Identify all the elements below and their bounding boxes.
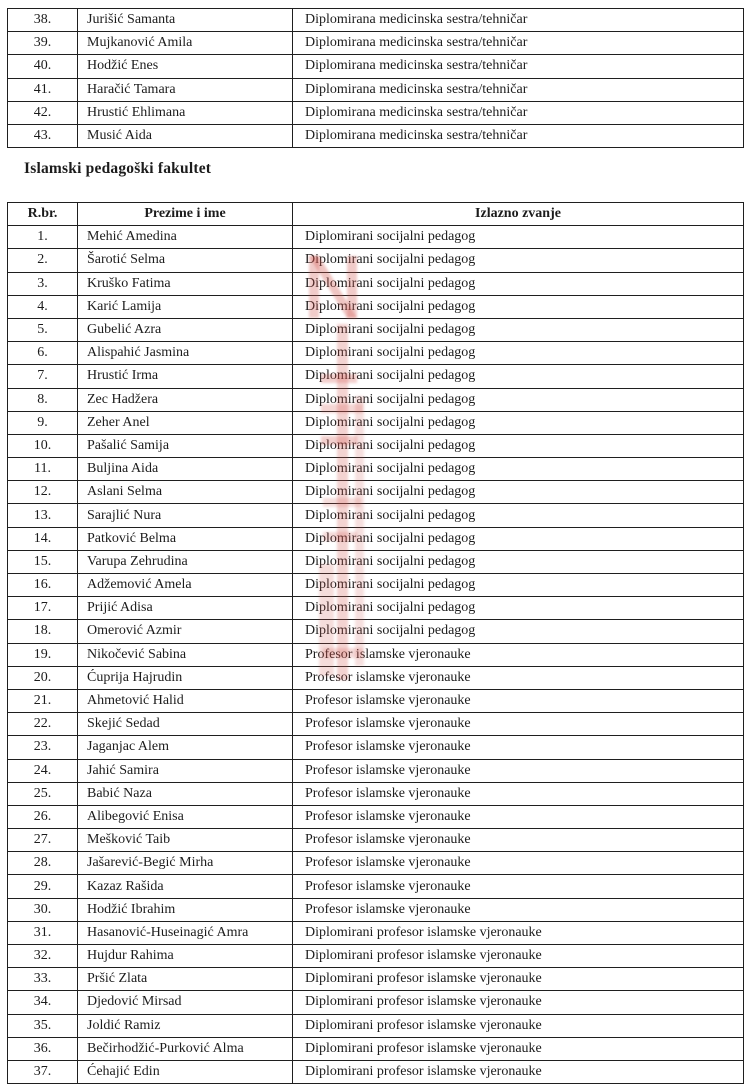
cell-number: 33. [8,968,78,991]
cell-number: 8. [8,388,78,411]
cell-title: Diplomirani profesor islamske vjeronauke [293,1060,744,1083]
cell-number: 2. [8,249,78,272]
table-row [8,342,744,365]
cell-name: Buljina Aida [78,458,293,481]
cell-number: 42. [8,101,78,124]
table-row [8,78,744,101]
cell-number: 12. [8,481,78,504]
cell-name: Jurišić Samanta [78,9,293,32]
cell-number: 40. [8,55,78,78]
cell-name: Mehić Amedina [78,226,293,249]
table-row [8,527,744,550]
cell-number: 22. [8,713,78,736]
cell-number: 28. [8,852,78,875]
previous-section-table-body [8,9,744,148]
cell-name: Alibegović Enisa [78,805,293,828]
cell-number: 39. [8,32,78,55]
table-row [8,875,744,898]
cell-name: Joldić Ramiz [78,1014,293,1037]
section-heading: Islamski pedagoški fakultet [24,160,212,177]
table-row [8,411,744,434]
table-row [8,458,744,481]
table-row [8,318,744,341]
cell-number: 38. [8,9,78,32]
cell-title: Diplomirani socijalni pedagog [293,295,744,318]
table-row [8,101,744,124]
cell-number: 10. [8,434,78,457]
cell-title: Diplomirani socijalni pedagog [293,550,744,573]
cell-name: Alispahić Jasmina [78,342,293,365]
table-row [8,620,744,643]
cell-name: Bečirhodžić-Purković Alma [78,1037,293,1060]
table-row [8,782,744,805]
cell-name: Ćuprija Hajrudin [78,666,293,689]
cell-title: Diplomirana medicinska sestra/tehničar [293,55,744,78]
cell-name: Omerović Azmir [78,620,293,643]
cell-name: Adžemović Amela [78,574,293,597]
cell-title: Diplomirani socijalni pedagog [293,342,744,365]
table-row [8,504,744,527]
cell-number: 3. [8,272,78,295]
cell-name: Ćehajić Edin [78,1060,293,1083]
cell-number: 43. [8,124,78,147]
cell-name: Zec Hadžera [78,388,293,411]
cell-name: Mujkanović Amila [78,32,293,55]
cell-number: 37. [8,1060,78,1083]
cell-name: Babić Naza [78,782,293,805]
table-row [8,898,744,921]
cell-title: Diplomirana medicinska sestra/tehničar [293,78,744,101]
cell-number: 11. [8,458,78,481]
table-row [8,295,744,318]
cell-name: Hodžić Ibrahim [78,898,293,921]
cell-title: Diplomirani socijalni pedagog [293,365,744,388]
cell-name: Varupa Zehrudina [78,550,293,573]
previous-section-table [7,8,744,148]
cell-name: Djedović Mirsad [78,991,293,1014]
cell-title: Profesor islamske vjeronauke [293,643,744,666]
graduates-table-body [8,226,744,1084]
table-row [8,921,744,944]
table-row [8,736,744,759]
graduates-table [7,202,744,1084]
col-header-title: Izlazno zvanje [293,203,744,226]
cell-title: Diplomirani profesor islamske vjeronauke [293,945,744,968]
cell-name: Gubelić Azra [78,318,293,341]
table-row [8,1060,744,1083]
table-row [8,991,744,1014]
cell-title: Diplomirani socijalni pedagog [293,620,744,643]
cell-number: 6. [8,342,78,365]
cell-title: Profesor islamske vjeronauke [293,736,744,759]
cell-title: Profesor islamske vjeronauke [293,782,744,805]
cell-name: Jaganjac Alem [78,736,293,759]
cell-name: Kazaz Rašida [78,875,293,898]
cell-name: Karić Lamija [78,295,293,318]
cell-title: Diplomirana medicinska sestra/tehničar [293,9,744,32]
table-row [8,1037,744,1060]
table-row [8,713,744,736]
cell-number: 16. [8,574,78,597]
cell-number: 36. [8,1037,78,1060]
cell-number: 1. [8,226,78,249]
table-row [8,759,744,782]
cell-title: Diplomirani socijalni pedagog [293,226,744,249]
col-header-rbr: R.br. [8,203,78,226]
cell-number: 25. [8,782,78,805]
cell-title: Diplomirani socijalni pedagog [293,318,744,341]
table-row [8,365,744,388]
cell-number: 5. [8,318,78,341]
cell-name: Šarotić Selma [78,249,293,272]
cell-title: Diplomirani socijalni pedagog [293,249,744,272]
cell-number: 26. [8,805,78,828]
table-row [8,249,744,272]
cell-name: Hodžić Enes [78,55,293,78]
table-row [8,481,744,504]
table-row [8,9,744,32]
cell-number: 4. [8,295,78,318]
table-row [8,272,744,295]
cell-name: Kruško Fatima [78,272,293,295]
cell-number: 30. [8,898,78,921]
cell-title: Profesor islamske vjeronauke [293,689,744,712]
cell-title: Diplomirani socijalni pedagog [293,527,744,550]
col-header-name: Prezime i ime [78,203,293,226]
table-row [8,226,744,249]
cell-title: Diplomirani profesor islamske vjeronauke [293,991,744,1014]
cell-name: Jašarević-Begić Mirha [78,852,293,875]
table-row [8,829,744,852]
table-row [8,945,744,968]
cell-title: Diplomirani socijalni pedagog [293,481,744,504]
cell-name: Sarajlić Nura [78,504,293,527]
table-row [8,968,744,991]
cell-title: Diplomirani socijalni pedagog [293,434,744,457]
cell-name: Patković Belma [78,527,293,550]
cell-name: Aslani Selma [78,481,293,504]
cell-title: Profesor islamske vjeronauke [293,713,744,736]
cell-number: 35. [8,1014,78,1037]
cell-number: 31. [8,921,78,944]
cell-title: Diplomirani profesor islamske vjeronauke [293,921,744,944]
cell-number: 24. [8,759,78,782]
cell-title: Diplomirani socijalni pedagog [293,458,744,481]
cell-title: Profesor islamske vjeronauke [293,852,744,875]
table-row [8,666,744,689]
table-row [8,643,744,666]
cell-name: Pašalić Samija [78,434,293,457]
cell-number: 21. [8,689,78,712]
table-row [8,574,744,597]
cell-title: Diplomirana medicinska sestra/tehničar [293,124,744,147]
cell-number: 13. [8,504,78,527]
table-row [8,434,744,457]
cell-number: 9. [8,411,78,434]
cell-number: 34. [8,991,78,1014]
cell-name: Mešković Taib [78,829,293,852]
cell-title: Profesor islamske vjeronauke [293,829,744,852]
table-row [8,55,744,78]
cell-name: Haračić Tamara [78,78,293,101]
cell-title: Profesor islamske vjeronauke [293,898,744,921]
table-row [8,388,744,411]
cell-title: Diplomirani socijalni pedagog [293,388,744,411]
cell-number: 29. [8,875,78,898]
cell-title: Diplomirana medicinska sestra/tehničar [293,101,744,124]
cell-number: 41. [8,78,78,101]
cell-title: Diplomirana medicinska sestra/tehničar [293,32,744,55]
cell-number: 18. [8,620,78,643]
table-row [8,550,744,573]
cell-number: 15. [8,550,78,573]
cell-number: 19. [8,643,78,666]
cell-number: 23. [8,736,78,759]
table-row [8,1014,744,1037]
cell-name: Zeher Anel [78,411,293,434]
cell-title: Diplomirani socijalni pedagog [293,411,744,434]
table-row [8,597,744,620]
cell-name: Hasanović-Huseinagić Amra [78,921,293,944]
table-header-row [8,203,744,226]
cell-title: Profesor islamske vjeronauke [293,805,744,828]
cell-name: Musić Aida [78,124,293,147]
cell-title: Diplomirani socijalni pedagog [293,272,744,295]
cell-title: Diplomirani profesor islamske vjeronauke [293,968,744,991]
cell-number: 27. [8,829,78,852]
cell-title: Diplomirani profesor islamske vjeronauke [293,1037,744,1060]
cell-title: Profesor islamske vjeronauke [293,666,744,689]
cell-title: Profesor islamske vjeronauke [293,759,744,782]
cell-name: Hrustić Ehlimana [78,101,293,124]
cell-name: Nikočević Sabina [78,643,293,666]
cell-title: Diplomirani profesor islamske vjeronauke [293,1014,744,1037]
table-row [8,852,744,875]
cell-name: Skejić Sedad [78,713,293,736]
cell-title: Diplomirani socijalni pedagog [293,574,744,597]
cell-name: Hujdur Rahima [78,945,293,968]
cell-number: 32. [8,945,78,968]
cell-number: 17. [8,597,78,620]
table-row [8,32,744,55]
cell-number: 7. [8,365,78,388]
table-row [8,689,744,712]
cell-title: Diplomirani socijalni pedagog [293,597,744,620]
cell-title: Diplomirani socijalni pedagog [293,504,744,527]
cell-name: Pršić Zlata [78,968,293,991]
cell-name: Ahmetović Halid [78,689,293,712]
table-row [8,805,744,828]
cell-name: Prijić Adisa [78,597,293,620]
cell-name: Hrustić Irma [78,365,293,388]
cell-name: Jahić Samira [78,759,293,782]
cell-number: 14. [8,527,78,550]
cell-number: 20. [8,666,78,689]
cell-title: Profesor islamske vjeronauke [293,875,744,898]
table-row [8,124,744,147]
